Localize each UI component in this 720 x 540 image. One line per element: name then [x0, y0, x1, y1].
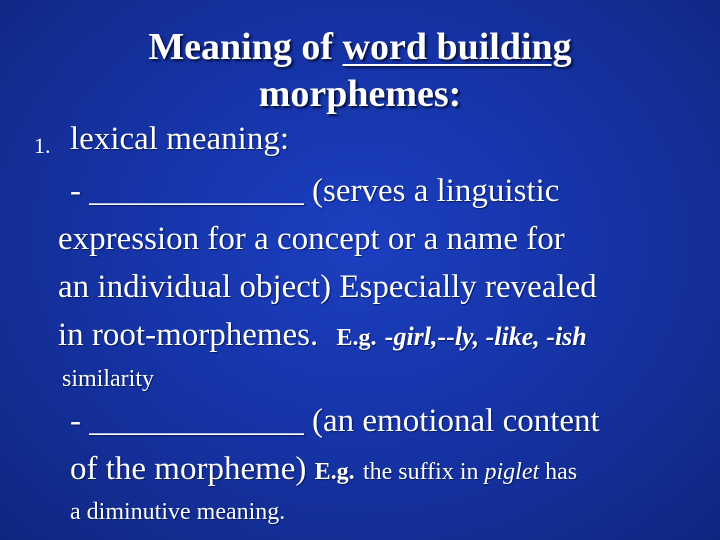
- item2-eg-label: E.g.: [314, 459, 355, 485]
- item2-line3: a diminutive meaning.: [70, 499, 286, 525]
- item1-line4: in root-morphemes.: [58, 317, 319, 353]
- item1-line4-row: [58, 317, 587, 354]
- item1-line5: similarity: [62, 366, 154, 392]
- title-part1: Meaning of: [148, 26, 343, 68]
- item2-line2-row: [70, 451, 577, 488]
- item2-line1: - _____________ (an emotional content: [70, 403, 600, 439]
- slide-title: [95, 24, 625, 118]
- item1-line2: expression for a concept or a name for: [58, 221, 565, 257]
- item1-line1: - _____________ (serves a linguistic: [70, 173, 560, 209]
- title-underlined: word building: [342, 26, 572, 68]
- item1-eg-text: -girl,--ly, -like, -ish: [384, 322, 587, 351]
- title-part2: morphemes:: [258, 73, 462, 115]
- list-number: 1.: [34, 133, 51, 158]
- item2-line2: of the morpheme): [70, 451, 307, 487]
- item2-eg-text-a: the suffix in: [362, 459, 485, 485]
- item1-eg-label: E.g.: [336, 325, 377, 351]
- item2-eg-text-b: has: [539, 459, 578, 485]
- item1-line3: an individual object) Especially revealed: [58, 269, 597, 305]
- item2-eg-word: piglet: [484, 459, 540, 485]
- item1-label: lexical meaning:: [70, 121, 289, 157]
